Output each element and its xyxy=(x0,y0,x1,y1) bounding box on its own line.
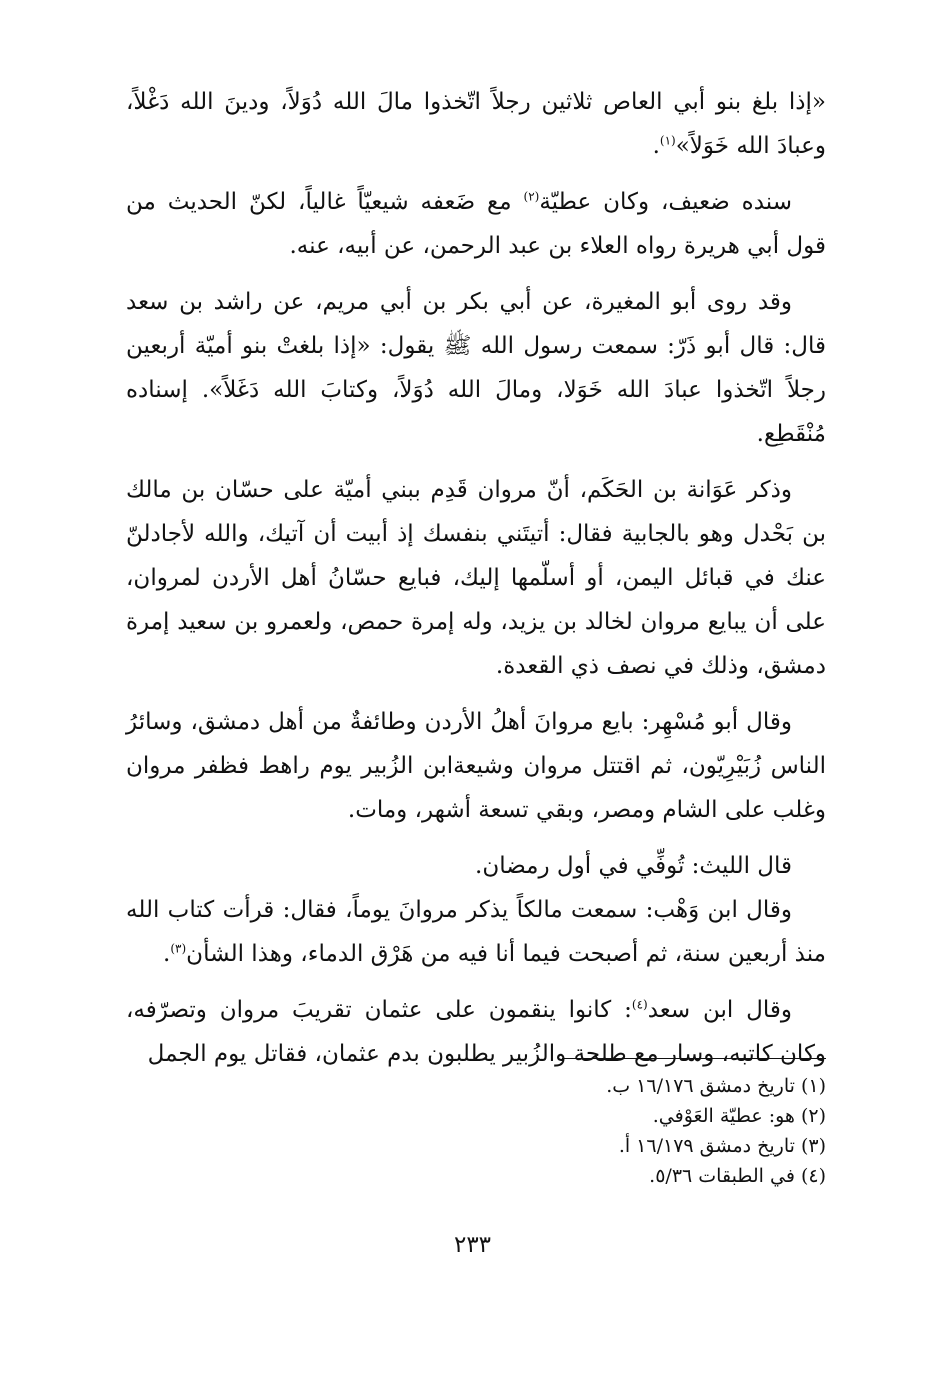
footnote-text: في الطبقات ٥/٣٦. xyxy=(649,1165,795,1187)
footnote-1 xyxy=(126,1071,826,1101)
footnote-ref-4[interactable]: (٤) xyxy=(631,997,648,1012)
paragraph-ibn-saad xyxy=(126,988,826,1076)
paragraph-abu-mushir xyxy=(126,700,826,832)
paragraph-text: وذكر عَوَانة بن الحَكَم، أنّ مروان قَدِم ببني أميّة على حسّان بن مالك بن بَحْدل وهو بالجابية فقال: أتيتَني بنفسك إذ أبيت أن آتيك، والله لأجادلنّ عنك في قبائل اليمن، أو أسلّمها إليك، فبايع حسّانُ أهل الأردن لمروان، على أن يبايع مروان لخالد بن يزيد، وله إمرة حمص، ولعمرو بن سعيد إمرة دمشق، وذلك في نصف ذي القعدة. xyxy=(126,477,826,679)
paragraph-text: وقال أبو مُسْهِر: بايع مروانَ أهلُ الأردن وطائفةٌ من أهل دمشق، وسائرُ الناس زُبَيْرِيّون، ثم اقتتل مروان وشيعةابن الزُبير يوم راهط فظفر مروان وغلب على الشام ومصر، وبقي تسعة أشهر، ومات. xyxy=(126,709,826,823)
footnote-ref-3[interactable]: (٣) xyxy=(170,941,187,956)
footnote-text: تاريخ دمشق ١٦/١٧٩ أ. xyxy=(618,1135,795,1157)
footnote-4 xyxy=(126,1161,826,1191)
footnote-number: (٤) xyxy=(800,1165,826,1187)
paragraph-text: وقد روى أبو المغيرة، عن أبي بكر بن أبي مريم، عن راشد بن سعد قال: قال أبو ذَرّ: سمعت رسول الله ﷺ يقول: «إذا بلغتْ بنو أميّة أربعين رجلاً اتّخذوا عبادَ الله خَوَلا، ومالَ الله دُوَلاً، وكتابَ الله دَغَلاً». إسناده مُنْقَطِع. xyxy=(126,289,826,447)
footnote-2 xyxy=(126,1101,826,1131)
footnotes xyxy=(126,1071,826,1191)
footnote-text: تاريخ دمشق ١٦/١٧٦ ب. xyxy=(606,1075,795,1097)
paragraph-tail: . xyxy=(163,941,171,967)
paragraph-abu-dharr xyxy=(126,280,826,456)
footnote-number: (٣) xyxy=(800,1135,826,1157)
footnote-3 xyxy=(126,1131,826,1161)
paragraph-hadith-quote xyxy=(126,80,826,168)
paragraph-text: سنده ضعيف، وكان عطيّة xyxy=(539,189,792,215)
paragraph-layth xyxy=(126,844,826,888)
paragraph-text: وقال ابن سعد xyxy=(647,997,792,1023)
paragraph-isnad xyxy=(126,180,826,268)
footnote-number: (٢) xyxy=(800,1105,826,1127)
paragraph-tail: . xyxy=(652,133,660,159)
paragraph-text: «إذا بلغ بنو أبي العاص ثلاثين رجلاً اتّخذوا مالَ الله دُوَلاً، ودينَ الله دَغْلاً، وعبادَ الله خَوَلاً» xyxy=(126,89,826,159)
footnote-divider xyxy=(562,1058,826,1059)
paragraph-tail: مع ضَعفه شيعيّاً غالياً، لكنّ الحديث من قول أبي هريرة رواه العلاء بن عبد الرحمن، عن أبيه، عنه. xyxy=(126,189,826,259)
footnote-number: (١) xyxy=(800,1075,826,1097)
footnote-text: هو: عطيّة العَوْفي. xyxy=(652,1105,795,1127)
paragraph-text: قال الليث: تُوفِّي في أول رمضان. xyxy=(475,853,792,879)
main-text xyxy=(126,80,826,1088)
paragraph-awana xyxy=(126,468,826,688)
page-number: ٢٣٣ xyxy=(453,1232,492,1258)
footnote-ref-1[interactable]: (١) xyxy=(659,133,676,148)
paragraph-text: وقال ابن وَهْب: سمعت مالكاً يذكر مروانَ يوماً، فقال: قرأت كتاب الله منذ أربعين سنة، ثم أصبحت فيما أنا فيه من هَرْق الدماء، وهذا الشأن xyxy=(126,897,826,967)
paragraph-ibn-wahb xyxy=(126,888,826,976)
paragraph-tail: : كانوا ينقمون على عثمان تقريبَ مروان وتصرّفه، وكان كاتبه، وسار مع طلحة والزُبير يطلبون بدم عثمان، فقاتل يوم الجمل xyxy=(126,997,826,1067)
footnote-ref-2[interactable]: (٢) xyxy=(523,189,540,204)
